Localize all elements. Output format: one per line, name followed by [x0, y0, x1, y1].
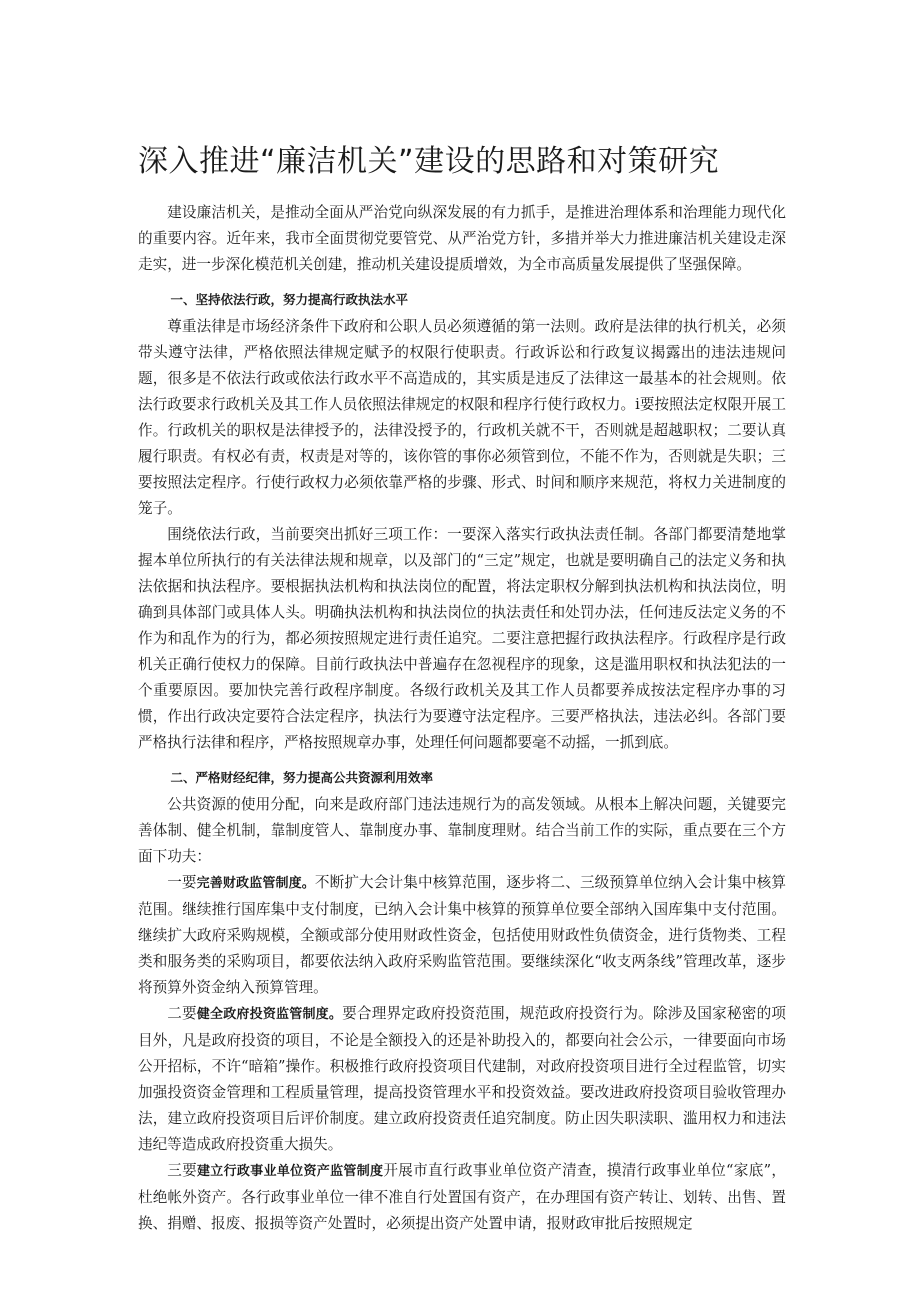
- section2-paragraph-2: [138, 870, 786, 1001]
- para-body: 要合理界定政府投资范围，规范政府投资行为。除涉及国家秘密的项目外，凡是政府投资的项目，不论是全额投入的还是补助投入的，都要向社会公示，一律要面向市场公开招标，不许“暗箱”操作。积极推行政府投资项目代建制，对政府投资项目进行全过程监管，切实加强投资资金管理和工程质量管理，提高投资管理水平和投资效益。要改进政府投资项目验收管理办法，建立政府投资项目后评价制度。建立政府投资责任追究制度。防止因失职渎职、滥用权力和违法违纪等造成政府投资重大损失。: [138, 1005, 786, 1153]
- section-heading-2: 二、严格财经纪律，努力提高公共资源利用效率: [170, 770, 434, 785]
- intro-paragraph: 建设廉洁机关，是推动全面从严治党向纵深发展的有力抓手，是推进治理体系和治理能力现代化的重要内容。近年来，我市全面贯彻党要管党、从严治党方针，多措并举大力推进廉洁机关建设走深走实，进一步深化模范机关创建，推动机关建设提质增效，为全市高质量发展提供了坚强保障。: [138, 204, 786, 273]
- para-lead: 三要: [167, 1162, 197, 1179]
- document-page: [138, 138, 786, 1237]
- para-lead: 一要: [167, 874, 197, 891]
- para-body: 开展市直行政事业单位资产清查，摸清行政事业单位“家底”，杜绝帐外资产。各行政事业单位一律不准自行处置国有资产，在办理国有资产转让、划转、出售、置换、捐赠、报废、报损等资产处置时，必须提出资产处置申请，报财政审批后按照规定: [138, 1162, 786, 1232]
- section1-paragraph-1: 尊重法律是市场经济条件下政府和公职人员必须遵循的第一法则。政府是法律的执行机关，必须带头遵守法律，严格依照法律规定赋予的权限行使职责。行政诉讼和行政复议揭露出的违法违规问题，很多是不依法行政或依法行政水平不高造成的，其实质是违反了法律这一最基本的社会规则。依法行政要求行政机关及其工作人员依照法律规定的权限和程序行使行政权力。i要按照法定权限开展工作。行政机关的职权是法律授予的，法律没授予的，行政机关就不干，否则就是超越职权；二要认真履行职责。有权必有责，权责是对等的，该你管的事你必须管到位，不能不作为，否则就是失职；三要按照法定程序。行使行政权力必须依靠严格的步骤、形式、时间和顺序来规范，将权力关进制度的笼子。: [138, 318, 786, 517]
- section2-paragraph-3: [138, 1001, 786, 1158]
- section2-paragraph-1: 公共资源的使用分配，向来是政府部门违法违规行为的高发领域。从根本上解决问题，关键要完善体制、健全机制，靠制度管人、靠制度办事、靠制度理财。结合当前工作的实际，重点要在三个方面下功夫：: [138, 796, 786, 865]
- para-keyword: 健全政府投资监管制度。: [196, 1007, 343, 1022]
- para-keyword: 完善财政监管制度。: [196, 876, 315, 891]
- section2-paragraph-4: [138, 1158, 786, 1237]
- para-body: 不断扩大会计集中核算范围，逐步将二、三级预算单位纳入会计集中核算范围。继续推行国库集中支付制度，已纳入会计集中核算的预算单位要全部纳入国库集中支付范围。继续扩大政府采购规模，全额或部分使用财政性资金，包括使用财政性负债资金，进行货物类、工程类和服务类的采购项目，都要依法纳入政府采购监管范围。要继续深化“收支两条线”管理改革，逐步将预算外资金纳入预算管理。: [138, 874, 786, 996]
- para-keyword: 建立行政事业单位资产监管制度: [197, 1164, 384, 1179]
- para-lead: 二要: [167, 1005, 197, 1022]
- section1-paragraph-2: 围绕依法行政，当前要突出抓好三项工作：一要深入落实行政执法责任制。各部门都要清楚地掌握本单位所执行的有关法律法规和规章，以及部门的“三定”规定，也就是要明确自己的法定义务和执法依据和执法程序。要根据执法机构和执法岗位的配置，将法定职权分解到执法机构和执法岗位，明确到具体部门或具体人头。明确执法机构和执法岗位的执法责任和处罚办法，任何违反法定义务的不作为和乱作为的行为，都必须按照规定进行责任追究。二要注意把握行政执法程序。行政程序是行政机关正确行使权力的保障。目前行政执法中普遍存在忽视程序的现象，这是滥用职权和执法犯法的一个重要原因。要加快完善行政程序制度。各级行政机关及其工作人员都要养成按法定程序办事的习惯，作出行政决定要符合法定程序，执法行为要遵守法定程序。三要严格执法，违法必纠。各部门要严格执行法律和程序，严格按照规章办事，处理任何问题都要毫不动摇，一抓到底。: [138, 526, 786, 751]
- page-title: 深入推进“廉洁机关”建设的思路和对策研究: [138, 144, 720, 179]
- section-heading-1: 一、坚持依法行政，努力提高行政执法水平: [170, 292, 409, 307]
